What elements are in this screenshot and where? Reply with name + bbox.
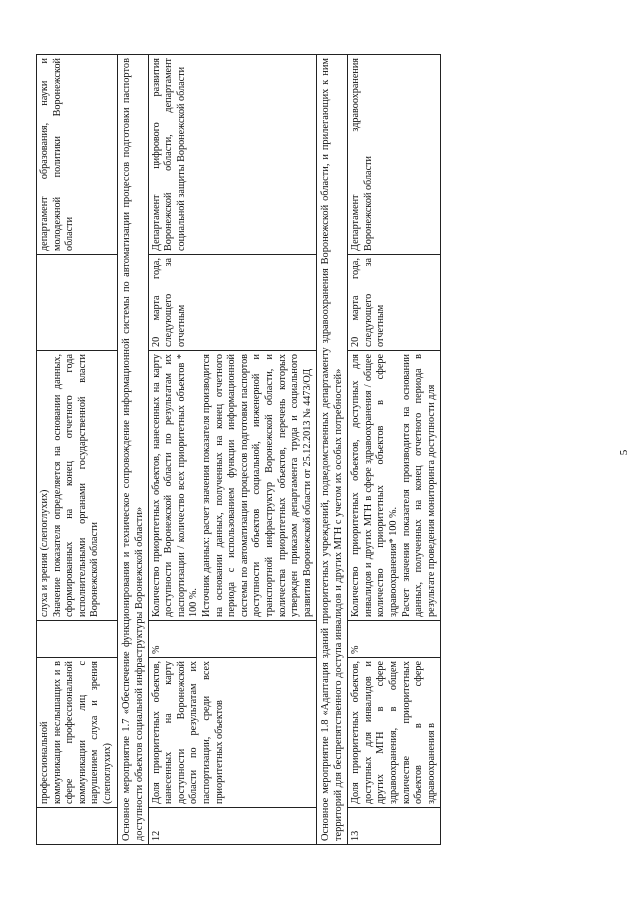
section-row	[117, 55, 148, 845]
method-paragraph: Значение показателя определяется на основании данных, сформированных на конец отчетного года исполнительными органами государственной власти Воронежской области	[51, 354, 101, 617]
row-number: 13	[348, 808, 441, 845]
table-row-continuation	[37, 55, 118, 845]
calculation-method	[148, 351, 317, 621]
section-heading-1-7: Основное мероприятие 1.7 «Обеспечение функционирования и техническое сопровождение информационной системы по автоматизации процессов подготовки паспортов доступности объектов социальной инфраструктуры Воронежской области»	[117, 55, 148, 845]
indicator-name: Доля приоритетных объектов, нанесенных на карту доступности Воронежской области по результатам их паспортизации, среди всех приоритетных объектов	[148, 658, 317, 808]
indicators-table	[36, 54, 441, 845]
calculation-method	[37, 351, 118, 621]
unit: %	[348, 621, 441, 658]
page-number: 5	[618, 449, 630, 456]
responsible-authority: Департамент здравоохранения Воронежской области	[348, 55, 441, 255]
method-paragraph: Источник данных: расчет значения показателя производится на основании данных, полученных на конец отчетного периода с использованием функции информационной системы по автоматизации процессов подготовки паспортов доступности объектов социальной, инженерной и транспортной инфраструктур Воронежской области, и количества приоритетных объектов, перечень которых утвержден приказом департамента труда и социального развития Воронежской области от 25.12.2013 № 4473/ОД	[200, 354, 313, 617]
unit	[37, 621, 118, 658]
calculation-method	[348, 351, 441, 621]
row-number: 12	[148, 808, 317, 845]
method-paragraph: Расчет значения показателя производится на основании данных, полученных на конец отчетного периода в результате проведения мониторинга доступности для	[400, 354, 437, 617]
table-row-12	[148, 55, 317, 845]
table-row-13	[348, 55, 441, 845]
method-paragraph: Количество приоритетных объектов, доступных для инвалидов и других МГН в сфере здравоохранения / общее количество приоритетных объектов в сфере здравоохранения* 100 %.	[350, 354, 400, 617]
indicator-name: Доля приоритетных объектов, доступных для инвалидов и других МГН в сфере здравоохранения, в общем количестве приоритетных объектов в сфере здравоохранения в	[348, 658, 441, 808]
deadline: 20 марта года, следующего за отчетным	[348, 255, 441, 351]
deadline: 20 марта года, следующего за отчетным	[148, 255, 317, 351]
unit: %	[148, 621, 317, 658]
method-paragraph: слуха и зрения (слепоглухих)	[39, 489, 50, 617]
section-row	[317, 55, 348, 845]
indicator-name: профессиональной коммуникации неслышащих и в сфере профессиональной коммуникации лиц с нарушением слуха и зрения (слепоглухих)	[37, 658, 118, 808]
responsible-authority: Департамент цифрового развития Воронежской области, департамент социальной защиты Воронежской области	[148, 55, 317, 255]
deadline	[37, 255, 118, 351]
method-paragraph: Количество приоритетных объектов, нанесенных на карту доступности Воронежской области по результатам их паспортизации / количество всех приоритетных объектов * 100 %.	[150, 354, 200, 617]
responsible-authority: департамент образования, науки и молодежной политики Воронежской области	[37, 55, 118, 255]
section-heading-1-8: Основное мероприятие 1.8 «Адаптация зданий приоритетных учреждений, подведомственных департаменту здравоохранения Воронежской области, и прилегающих к ним территорий для беспрепятственного доступа инвалидов и других МГН с учетом их особых потребностей»	[317, 55, 348, 845]
row-number	[37, 808, 118, 845]
